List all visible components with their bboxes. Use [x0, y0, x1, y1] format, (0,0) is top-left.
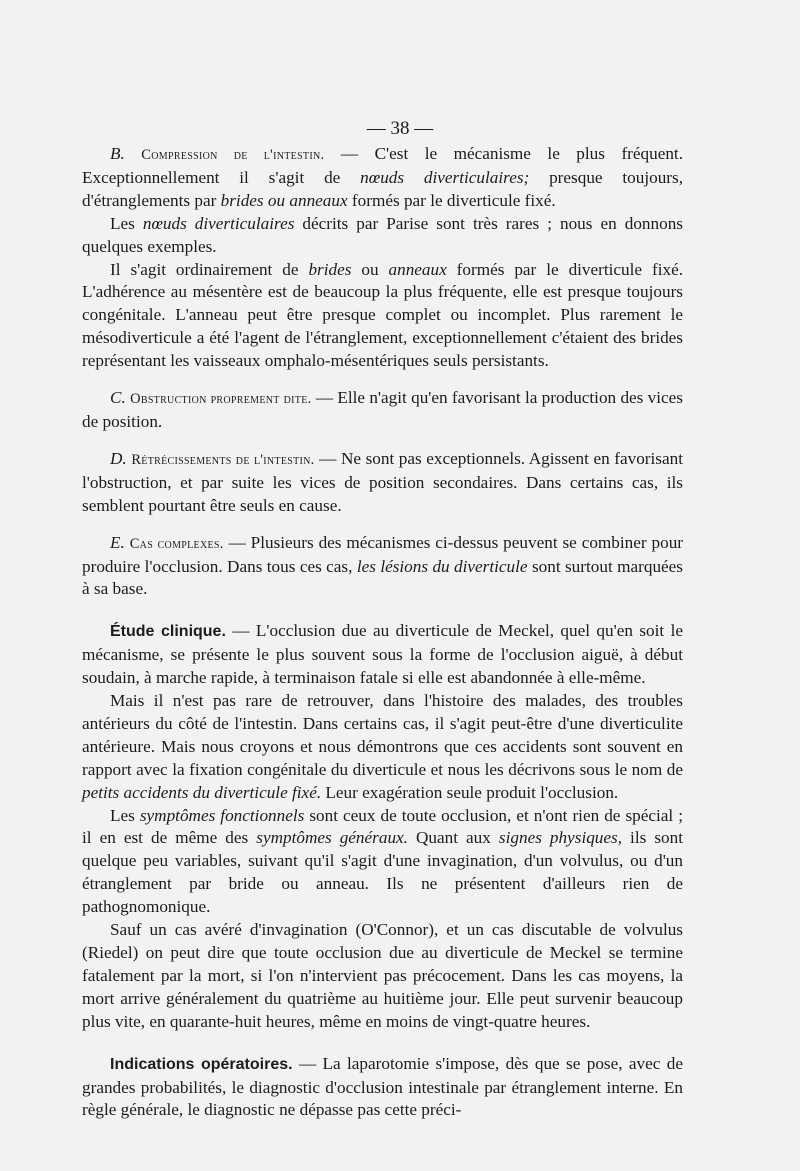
paragraph-etude-3: [82, 805, 683, 920]
emphasis-run: brides ou anneaux: [220, 190, 348, 210]
heading-retrecissements: Rétrécissements de l'intestin.: [131, 451, 315, 468]
paragraph-e: [82, 532, 683, 602]
text-run: sont ceux de toute occlusion, et n'ont rien de spécial ; il en est de même des: [82, 805, 683, 848]
paragraph-noeuds: [82, 213, 683, 259]
text-run: — Elle n'agit qu'en favorisant la production des vices de position.: [82, 388, 683, 431]
paragraph-d: [82, 448, 683, 518]
heading-cas-complexes: Cas complexes.: [129, 535, 224, 552]
text-run: — C'est le mécanisme le plus fréquent. Exceptionnellement il s'agit de: [82, 144, 684, 187]
text-run: Les: [110, 213, 143, 233]
section-letter-b: B.: [110, 144, 125, 163]
text-run: — Ne sont pas exceptionnels. Agissent en favorisant l'obstruction, et par suite les vices de position secondaires. Dans certains cas, ils semblent pourtant être seuls en cause.: [82, 448, 683, 515]
body-text: [82, 143, 683, 1122]
paragraph-etude-4: Sauf un cas avéré d'invagination (O'Connor), et un cas discutable de volvulus (Riedel) on peut dire que toute occlusion due au diverticule de Meckel se termine fatalement par la mort, si l'on n'intervient pas précocement. Dans les cas moyens, la mort arrive généralement du quatrième au huitième jour. Elle peut survenir beaucoup plus vite, en quarante-huit heures, même en moins de vingt-quatre heures.: [82, 920, 683, 1031]
text-run: — Plusieurs des mécanismes ci-dessus peuvent se combiner pour produire l'occlusion. Dans tous ces cas,: [82, 532, 684, 576]
text-run: Quant aux: [407, 828, 499, 848]
emphasis-run: symptômes fonctionnels: [139, 805, 305, 825]
emphasis-run: nœuds diverticulaires: [142, 213, 295, 233]
emphasis-run: nœuds diverticulaires;: [360, 167, 530, 187]
emphasis-run: symptômes généraux.: [256, 828, 408, 848]
emphasis-run: anneaux: [388, 259, 447, 279]
text-run: Il s'agit ordinairement de: [110, 259, 309, 279]
paragraph-b: [82, 143, 683, 213]
text-run: Les: [110, 805, 140, 825]
paragraph-c: [82, 387, 683, 434]
emphasis-run: signes physiques,: [498, 828, 623, 848]
paragraph-brides: [82, 259, 683, 374]
paragraph-etude-1: [82, 620, 683, 690]
paragraph-etude-2: [82, 690, 683, 805]
text-run: sont surtout marquées à sa base.: [82, 556, 683, 599]
text-run: décrits par Parise sont très rares ; nous en donnons quelques exemples.: [82, 213, 683, 256]
page-number: — 38 —: [366, 118, 434, 139]
heading-etude-clinique: Étude clinique.: [110, 623, 226, 641]
emphasis-run: petits accidents du diverticule fixé.: [82, 782, 322, 802]
emphasis-run: les lésions du diverticule: [356, 556, 528, 576]
text-run: presque toujours, d'étranglements par: [82, 167, 684, 210]
text-run: — La laparotomie s'impose, dès que se pose, avec de grandes probabilités, le diagnostic d'occlusion intestinale par étranglement interne. En règle générale, le diagnostic ne dépasse pas cette préci-: [82, 1053, 683, 1120]
text-run: ou: [351, 259, 389, 279]
paragraph-indications: [82, 1053, 683, 1123]
section-letter-d: D.: [110, 448, 127, 468]
text-run: ils sont quelque peu variables, suivant qu'il s'agit d'une invagination, d'un volvulus, ou d'un étranglement par bride ou anneau. Ils ne présentent d'ailleurs rien de pathognomonique.: [82, 828, 683, 917]
text-run: formés par le diverticule fixé. L'adhérence au mésentère est de beaucoup la plus fréquente, elle est presque toujours congénitale. L'anneau peut être presque complet ou incomplet. Plus rarement le mésodiverticule a été l'agent de l'étranglement, exceptionnellement c'étaient des brides représentant les vaisseaux omphalo-mésentériques seuls persistants.: [82, 259, 684, 371]
text-run: formés par le diverticule fixé.: [347, 190, 556, 210]
section-letter-c: C.: [110, 388, 126, 408]
heading-obstruction: Obstruction proprement dite.: [130, 391, 312, 408]
text-run: — L'occlusion due au diverticule de Meckel, quel qu'en soit le mécanisme, se présente le plus souvent sous la forme de l'occlusion aiguë, à début soudain, à marche rapide, à terminaison fatale si elle est abandonnée à elle-même.: [82, 621, 683, 688]
heading-indications-operatoires: Indications opératoires.: [110, 1055, 293, 1073]
section-letter-e: E.: [110, 532, 125, 552]
emphasis-run: brides: [308, 259, 352, 279]
heading-compression: Compression de l'intestin.: [141, 147, 325, 163]
text-run: Mais il n'est pas rare de retrouver, dans l'histoire des malades, des troubles antérieurs du côté de l'intestin. Dans certains cas, il s'agit peut-être d'une diverticulite antérieure. Mais nous croyons et nous démontrons que ces accidents sont souvent en rapport avec la fixation congénitale du diverticule et nous les décrivons sous le nom de: [82, 691, 683, 779]
text-run: Leur exagération seule produit l'occlusion.: [321, 782, 619, 802]
